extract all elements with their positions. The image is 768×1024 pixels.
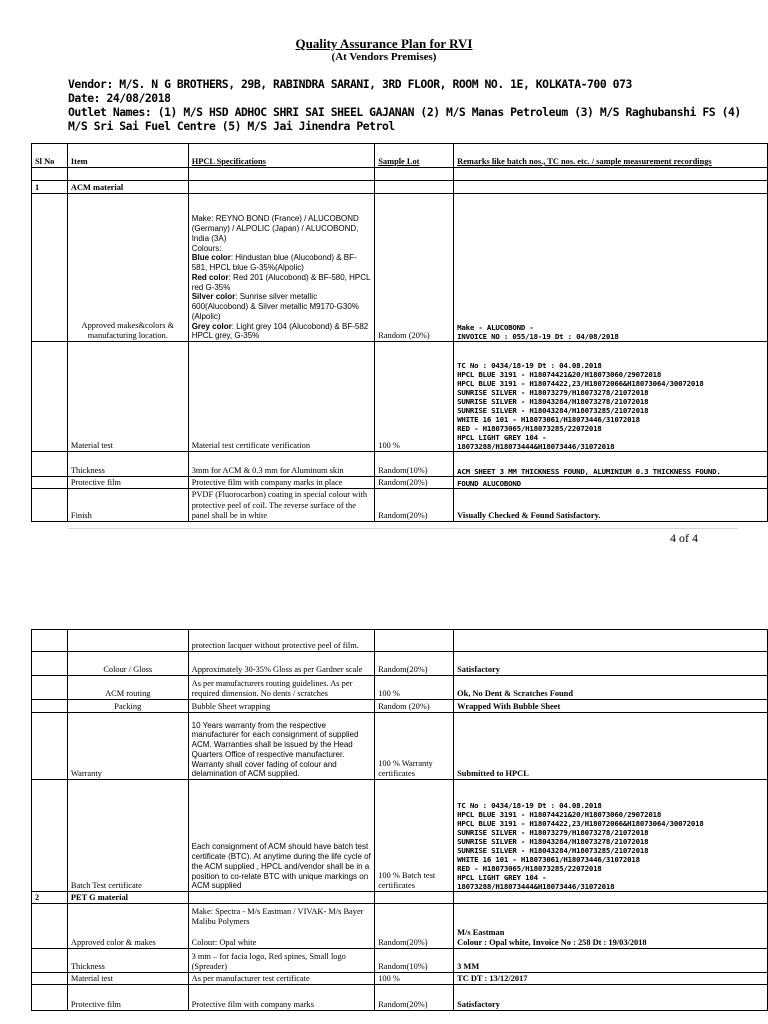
table-row-acm-routing [32, 676, 768, 700]
lot-cell: Random(20%) [375, 477, 454, 489]
tc-remarks-cell [454, 342, 768, 452]
table-row-pet-approved [32, 904, 768, 949]
table-row-finish [32, 489, 768, 522]
section-number: 1 [32, 181, 68, 194]
remarks-line: Make - ALUCOBOND - [457, 322, 534, 332]
spec-colours: Colours: [191, 243, 222, 253]
table-row-pet-material-test [32, 973, 768, 985]
tc-line: SUNRISE SILVER - H18043284/H18073278/21072018 [457, 396, 649, 406]
table-row-packing [32, 700, 768, 713]
lot-cell: Random(20%) [375, 489, 454, 522]
remarks-cell: Submitted to HPCL [454, 713, 768, 780]
lot-cell: Random(20%) [375, 904, 454, 949]
tc-line: HPCL LIGHT GREY 104 - [457, 432, 547, 442]
lot-cell: 100 % [375, 676, 454, 700]
spec-cell: 3mm for ACM & 0.3 mm for Aluminum skin [188, 452, 375, 477]
spacer-row [32, 168, 768, 181]
spec-cell: protection lacquer without protective peel of film. [188, 630, 375, 652]
tc-line: WHITE 16 101 - H18073061/H18073446/31072018 [457, 414, 640, 424]
spec-cell: PVDF (Fluorocarbon) coating in special colour with protective peel of coil. The reverse surface of the panel shall be in white [188, 489, 375, 522]
qa-table-continued [31, 629, 768, 1011]
header-remarks: Remarks like batch nos., TC nos. etc. / sample measurement recordings [454, 144, 768, 168]
spec-cell [188, 904, 375, 949]
spec-cell [188, 194, 375, 342]
item-cell: ACM routing [67, 676, 188, 700]
section-row-acm [32, 181, 768, 194]
remarks-cell: Satisfactory [454, 652, 768, 676]
spec-make: Make: Spectra - M/s Eastman / VIVAK- M/s Bayer Malibu Polymers [191, 907, 364, 927]
tc-line: 18073288/H18073444&H18073446/31072018 [457, 441, 615, 451]
tc-line: SUNRISE SILVER - H18073279/H18073278/21072018 [457, 387, 649, 397]
tc-line: HPCL BLUE 3191 - H18074421&20/H18073060/29072018 [457, 369, 662, 379]
page-subtitle: (At Vendors Premises) [331, 51, 437, 63]
remarks-cell [454, 904, 768, 949]
blue-text: : Hindustan blue (Alucobond) & BF-581, HPCL blue G-35%(Alpolic) [191, 253, 357, 272]
page-number: 4 of 4 [670, 531, 698, 545]
item-cell: Material test [67, 973, 188, 985]
page-title: Quality Assurance Plan for RVI [295, 36, 473, 51]
silver-text: : Sunrise silver metallic 600(Alucobond) & Silver metallic M9170-G30% (Alpolic) [191, 292, 359, 321]
lot-cell: Random(10%) [375, 949, 454, 973]
table-row-thickness [32, 452, 768, 477]
spec-cell: 10 Years warranty from the respective manufacturer for each consignment of supplied ACM. Warranties shall be issued by the Head Quarters Office of respective manufacturer. Warranty shall cover fading of colour and delamination of ACM supplied. [188, 713, 375, 780]
spec-cell: Each consignment of ACM should have batch test certificate (BTC). At anytime during the life cycle of the ACM supplied , HPCL and/vendor shall be in a position to co-relate BTC with unique markings on ACM supplied [188, 780, 375, 892]
remarks-line: M/s Eastman [457, 927, 505, 937]
item-cell: Approved color & makes [67, 904, 188, 949]
item-cell: Thickness [67, 452, 188, 477]
tc-line: WHITE 16 101 - H18073061/H18073446/31072018 [457, 854, 640, 864]
tc-line: SUNRISE SILVER - H18043284/H18073278/21072018 [457, 836, 649, 846]
spec-cell: Bubble Sheet wrapping [188, 700, 375, 713]
section-number: 2 [32, 892, 68, 904]
table-row-colour-gloss [32, 652, 768, 676]
tc-line: HPCL BLUE 3191 - H18074421&20/H18073060/29072018 [457, 809, 662, 819]
lot-cell: Random (20%) [375, 700, 454, 713]
section-name: PET G material [67, 892, 188, 904]
tc-line: SUNRISE SILVER - H18073279/H18073278/21072018 [457, 827, 649, 837]
spec-cell: As per manufacturers routing guidelines. As per required dimension. No dents / scratches [188, 676, 375, 700]
lot-cell: Random(20%) [375, 652, 454, 676]
remarks-cell: Satisfactory [454, 985, 768, 1011]
header-lot: Sample Lot [375, 144, 454, 168]
tc-remarks-cell [454, 780, 768, 892]
table-row-protective-film [32, 477, 768, 489]
item-cell: Material test [67, 342, 188, 452]
outlets-line-1: Outlet Names: (1) M/S HSD ADHOC SHRI SAI SHEEL GAJANAN (2) M/S Manas Petroleum (3) M/S Raghubanshi FS (4) [68, 105, 741, 119]
remarks-line: INVOICE NO : 055/18-19 Dt : 04/08/2018 [457, 331, 619, 341]
tc-line: HPCL LIGHT GREY 104 - [457, 872, 547, 882]
header-row [32, 144, 768, 168]
tc-line: HPCL BLUE 3191 - H18074422,23/H18072066&H18073064/30072018 [457, 378, 704, 388]
grey-text: : Light grey 104 (Alucobond) & BF-582 HPCL grey, G-35% [191, 321, 369, 341]
item-cell: Colour / Gloss [67, 652, 188, 676]
lot-cell: Random(20%) [375, 985, 454, 1011]
spec-cell: Approximately 30-35% Gloss as per Gardner scale [188, 652, 375, 676]
lot-cell: 100 % Warranty certificates [375, 713, 454, 780]
spec-cell: Protective film with company marks [188, 985, 375, 1011]
spec-colour: Colour: Opal white [191, 937, 257, 947]
remarks-line: Colour : Opal white, Invoice No : 258 Dt : 19/03/2018 [457, 937, 647, 947]
table-row-finish-continued [32, 630, 768, 652]
red-label: Red color [191, 272, 229, 282]
remarks-cell: 3 MM [454, 949, 768, 973]
red-text: : Red 201 (Alucobond) & BF-580, HPCL red G-35% [191, 272, 371, 292]
section-name: ACM material [67, 181, 188, 194]
item-cell: Warranty [67, 713, 188, 780]
grey-label: Grey color [191, 321, 232, 331]
tc-line: RED - H18073065/H18073285/22072018 [457, 423, 602, 433]
item-cell: Packing [67, 700, 188, 713]
tc-line: TC No : 0434/18-19 Dt : 04.08.2018 [457, 800, 602, 810]
vendor-line: Vendor: M/S. N G BROTHERS, 29B, RABINDRA SARANI, 3RD FLOOR, ROOM NO. 1E, KOLKATA-700 073 [68, 77, 632, 91]
table-row-material-test [32, 342, 768, 452]
header-item: Item [67, 144, 188, 168]
spec-cell: Protective film with company marks in place [188, 477, 375, 489]
spec-cell: As per manufacturer test certificate [188, 973, 375, 985]
tc-line: SUNRISE SILVER - H18043284/H18073285/21072018 [457, 405, 649, 415]
table-row-pet-protective-film [32, 985, 768, 1011]
tc-line: 18073288/H18073444&H18073446/31072018 [457, 881, 615, 891]
lot-cell: 100 % [375, 973, 454, 985]
section-row-petg [32, 892, 768, 904]
item-cell: Approved makes&colors & manufacturing location. [67, 194, 188, 342]
tc-line: HPCL BLUE 3191 - H18074422,23/H18072066&H18073064/30072018 [457, 818, 704, 828]
item-cell: Thickness [67, 949, 188, 973]
remarks-cell [454, 194, 768, 342]
qa-table-page-top [31, 143, 768, 522]
remarks-cell: Ok, No Dent & Scratches Found [454, 676, 768, 700]
tc-line: SUNRISE SILVER - H18043284/H18073285/21072018 [457, 845, 649, 855]
header-spec: HPCL Specifications [188, 144, 375, 168]
item-cell: Protective film [67, 985, 188, 1011]
blue-label: Blue color [191, 253, 231, 263]
remarks-cell: FOUND ALUCOBOND [454, 477, 768, 489]
spec-cell: Material test certificate verification [188, 342, 375, 452]
date-line: Date: 24/08/2018 [68, 91, 171, 105]
lot-cell: Random (20%) [375, 194, 454, 342]
lot-cell: Random(10%) [375, 452, 454, 477]
item-cell: Batch Test certificate [67, 780, 188, 892]
header-slno: Sl No [32, 144, 68, 168]
remarks-cell: TC DT : 13/12/2017 [454, 973, 768, 985]
table-row-warranty [32, 713, 768, 780]
item-cell: Protective film [67, 477, 188, 489]
tc-line: RED - H18073065/H18073285/22072018 [457, 863, 602, 873]
lot-cell: 100 % Batch test certificates [375, 780, 454, 892]
spec-cell: 3 mm – for facia logo, Red spines, Small logo (Spreader) [188, 949, 375, 973]
silver-label: Silver color [191, 292, 236, 302]
table-row-pet-thickness [32, 949, 768, 973]
spec-make: Make: REYNO BOND (France) / ALUCOBOND (Germany) / ALPOLIC (Japan) / ALUCOBOND, India (3A) [191, 214, 359, 243]
remarks-cell: ACM SHEET 3 MM THICKNESS FOUND, ALUMINIUM 0.3 THICKNESS FOUND. [454, 452, 768, 477]
table-row-approved-makes [32, 194, 768, 342]
item-cell: Finish [67, 489, 188, 522]
remarks-cell: Visually Checked & Found Satisfactory. [454, 489, 768, 522]
remarks-cell: Wrapped With Bubble Sheet [454, 700, 768, 713]
tc-line: TC No : 0434/18-19 Dt : 04.08.2018 [457, 360, 602, 370]
outlets-line-2: M/S Sri Sai Fuel Centre (5) M/S Jai Jinendra Petrol [68, 119, 395, 133]
lot-cell: 100 % [375, 342, 454, 452]
table-row-batch-test [32, 780, 768, 892]
page-break-line [68, 528, 738, 529]
